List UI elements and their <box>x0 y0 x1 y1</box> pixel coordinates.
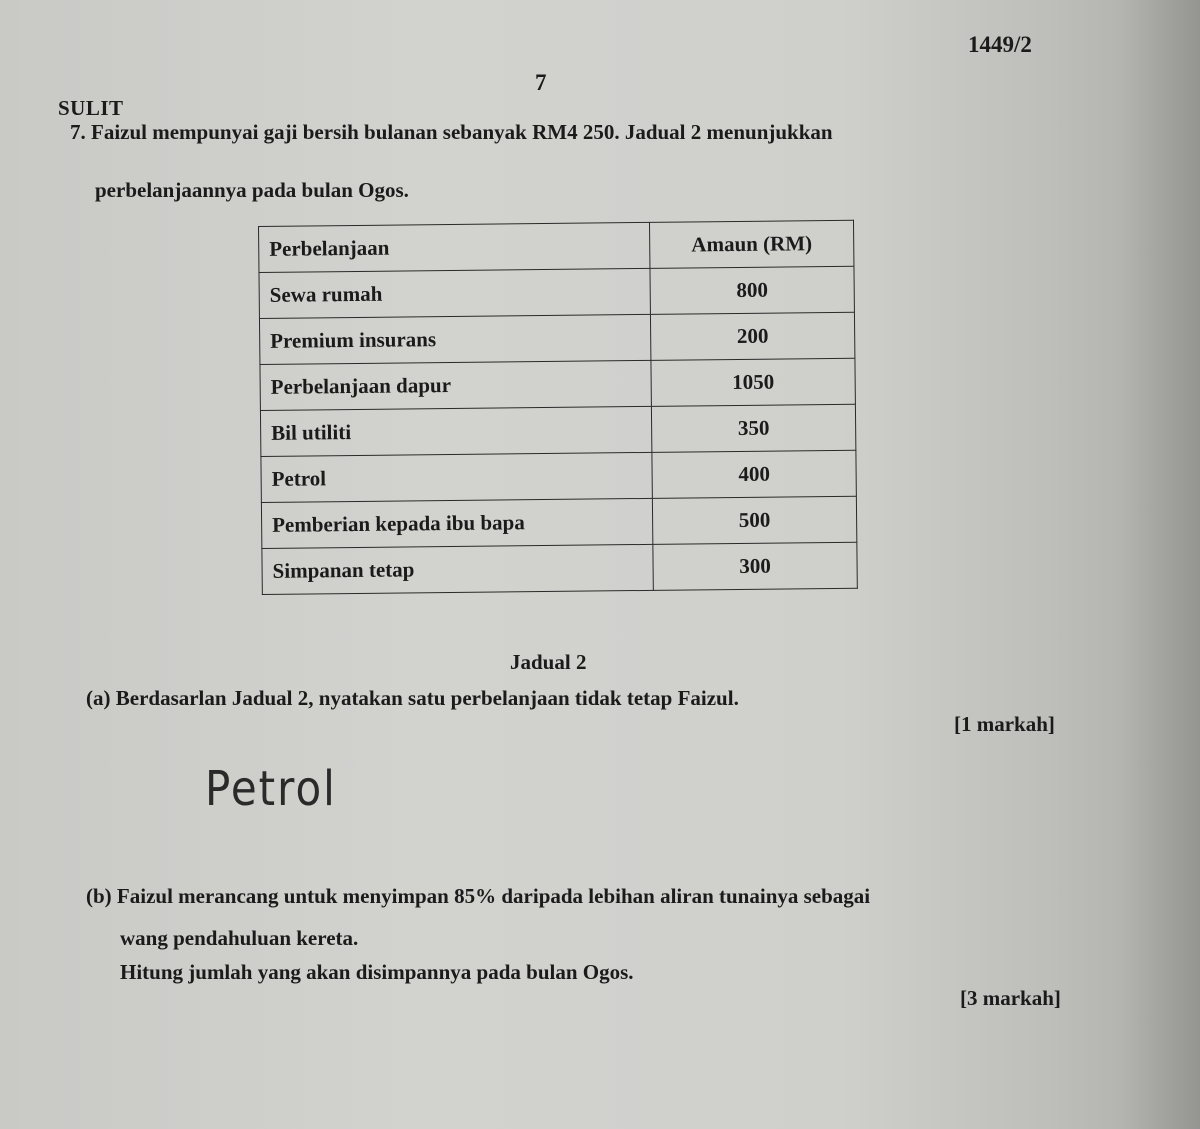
table-row <box>261 450 856 502</box>
table-header-row <box>259 220 854 272</box>
expense-item: Simpanan tetap <box>262 544 653 594</box>
page-number: 7 <box>535 70 547 95</box>
table-row <box>260 358 855 410</box>
marks-part-b: [3 markah] <box>960 986 1061 1010</box>
expense-item: Bil utiliti <box>260 406 651 456</box>
question-7-intro-line1: 7. Faizul mempunyai gaji bersih bulanan sebanyak RM4 250. Jadual 2 menunjukkan <box>70 120 833 144</box>
expense-amount: 300 <box>653 542 857 590</box>
expense-amount: 200 <box>650 312 854 360</box>
expense-table <box>258 220 858 595</box>
question-part-a: (a) Berdasarlan Jadual 2, nyatakan satu perbelanjaan tidak tetap Faizul. <box>86 686 739 710</box>
handwritten-answer-a: Petrol <box>205 760 337 817</box>
expense-item: Premium insurans <box>259 314 650 364</box>
column-header-amount: Amaun (RM) <box>649 220 853 268</box>
expense-item: Pemberian kepada ibu bapa <box>261 498 652 548</box>
expense-amount: 350 <box>651 404 855 452</box>
marks-part-a: [1 markah] <box>954 712 1055 736</box>
expense-item: Perbelanjaan dapur <box>260 360 651 410</box>
classification-label: SULIT <box>58 96 124 120</box>
expense-item: Petrol <box>261 452 652 502</box>
table-row <box>261 496 856 548</box>
expense-amount: 1050 <box>651 358 855 406</box>
question-part-b-line3: Hitung jumlah yang akan disimpannya pada bulan Ogos. <box>120 960 634 984</box>
table-row <box>259 266 854 318</box>
expense-amount: 400 <box>652 450 856 498</box>
table-row <box>259 312 854 364</box>
expense-amount: 500 <box>652 496 856 544</box>
question-7-intro-line2: perbelanjaannya pada bulan Ogos. <box>95 178 409 202</box>
question-part-b-line1: (b) Faizul merancang untuk menyimpan 85% daripada lebihan aliran tunainya sebagai <box>86 884 871 908</box>
paper-code: 1449/2 <box>968 32 1032 57</box>
table-row <box>260 404 855 456</box>
column-header-item: Perbelanjaan <box>259 222 650 272</box>
table-caption: Jadual 2 <box>510 650 587 674</box>
expense-amount: 800 <box>650 266 854 314</box>
expense-item: Sewa rumah <box>259 268 650 318</box>
table-row <box>262 542 857 594</box>
question-part-b-line2: wang pendahuluan kereta. <box>120 926 359 950</box>
page-shadow <box>1120 0 1200 1129</box>
